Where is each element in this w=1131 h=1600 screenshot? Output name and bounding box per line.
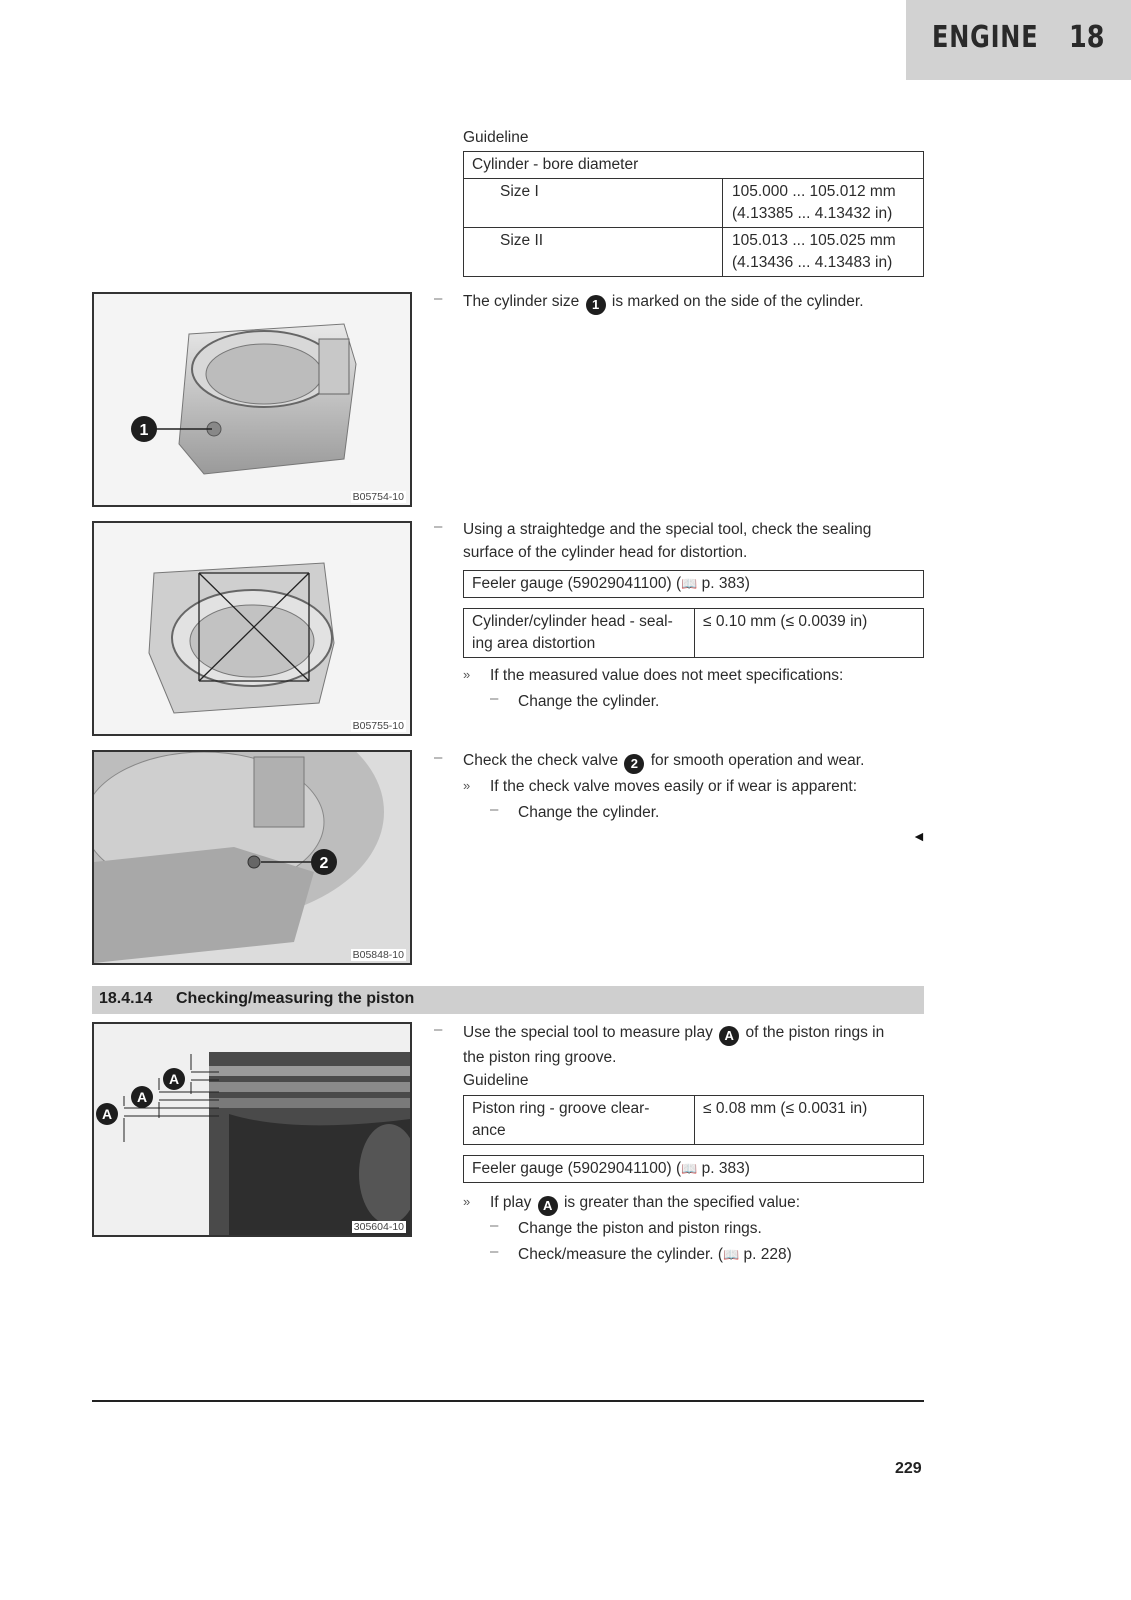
action-text xyxy=(518,1243,792,1266)
bore-diameter-table xyxy=(463,151,924,277)
guideline-label: Guideline xyxy=(463,1071,529,1089)
size-value-in: (4.13385 ... 4.13432 in) xyxy=(732,205,893,222)
callout-marker-a: A xyxy=(136,1089,148,1105)
figure-code: B05754-10 xyxy=(352,491,404,503)
step-sealing-surface xyxy=(463,518,933,564)
callout-marker-a: A xyxy=(101,1106,113,1122)
page-reference[interactable]: p. 383) xyxy=(701,1160,750,1177)
figure-piston-play xyxy=(92,1022,412,1237)
book-reference-icon: 📖 xyxy=(681,576,698,591)
size-value-in: (4.13436 ... 4.13483 in) xyxy=(732,254,893,271)
spec-label xyxy=(464,609,695,658)
tool-cell xyxy=(464,1156,924,1183)
figure-code: B05755-10 xyxy=(352,720,404,732)
marker-1: 1 xyxy=(586,295,606,315)
step-text: of the piston rings in xyxy=(745,1024,885,1041)
size-label: Size I xyxy=(464,179,723,228)
step-cylinder-size xyxy=(463,290,933,315)
size-value-mm: 105.000 ... 105.012 mm xyxy=(732,183,896,200)
step-text: Use the special tool to measure play xyxy=(463,1024,713,1041)
action-dash: – xyxy=(490,1217,499,1234)
condition-text: If the check valve moves easily or if wear is apparent: xyxy=(490,778,857,795)
section-number: 18.4.14 xyxy=(99,990,153,1007)
book-reference-icon: 📖 xyxy=(681,1161,698,1176)
footer-rule xyxy=(92,1400,924,1402)
condition-text xyxy=(490,1191,800,1216)
figure-code: B05848-10 xyxy=(352,949,404,961)
step-dash: – xyxy=(434,1021,443,1038)
marker-2: 2 xyxy=(624,754,644,774)
page-number: 229 xyxy=(895,1460,922,1477)
table-title: Cylinder - bore diameter xyxy=(464,152,924,179)
ring-clearance-table xyxy=(463,1095,924,1145)
figure-check-valve xyxy=(92,750,412,965)
step-check-valve xyxy=(463,749,933,774)
condition-mark: » xyxy=(463,667,471,682)
size-label: Size II xyxy=(464,228,723,277)
guideline-label: Guideline xyxy=(463,129,529,146)
step-text: The cylinder size xyxy=(463,293,580,310)
tool-box xyxy=(463,1155,924,1183)
tool-cell xyxy=(464,571,924,598)
end-mark: ◄ xyxy=(912,828,926,844)
spec-label-line: Piston ring - groove clear- xyxy=(472,1100,650,1117)
spec-label-line: Cylinder/cylinder head - seal- xyxy=(472,613,673,630)
action-dash: – xyxy=(490,801,499,818)
sealing-surface-illustration xyxy=(94,523,410,734)
condition-text: If the measured value does not meet specifications: xyxy=(490,667,844,684)
book-reference-icon: 📖 xyxy=(723,1247,740,1262)
figure-sealing-surface xyxy=(92,521,412,736)
check-valve-illustration xyxy=(94,752,410,963)
action-dash: – xyxy=(490,690,499,707)
figure-cylinder-size xyxy=(92,292,412,507)
table-row xyxy=(464,228,924,277)
callout-marker-a: A xyxy=(168,1071,180,1087)
chapter-number: 18 xyxy=(1069,20,1105,55)
condition-text-part: If play xyxy=(490,1194,532,1211)
step-text: is marked on the side of the cylinder. xyxy=(611,293,864,310)
step-text: Check the check valve xyxy=(463,752,619,769)
step-dash: – xyxy=(434,290,443,307)
page-reference[interactable]: p. 383) xyxy=(701,575,750,592)
section-title: Checking/measuring the piston xyxy=(176,990,415,1007)
step-piston-play xyxy=(463,1021,933,1092)
step-text: Using a straightedge and the special tool, check the sealing xyxy=(463,521,872,538)
piston-illustration xyxy=(94,1024,410,1235)
size-value xyxy=(723,179,924,228)
distortion-spec-table xyxy=(463,608,924,658)
table-row xyxy=(464,179,924,228)
callout-marker-2: 2 xyxy=(319,855,329,872)
callout-marker-1: 1 xyxy=(139,422,149,439)
spec-value: ≤ 0.08 mm (≤ 0.0031 in) xyxy=(695,1096,924,1145)
marker-a: A xyxy=(538,1196,558,1216)
spec-label-line: ing area distortion xyxy=(472,635,596,652)
action-text: Change the cylinder. xyxy=(518,693,660,710)
tool-box xyxy=(463,570,924,598)
action-dash: – xyxy=(490,1243,499,1260)
tool-text: Feeler gauge (59029041100) ( xyxy=(472,1160,682,1177)
action-text-part: Check/measure the cylinder. ( xyxy=(518,1246,724,1263)
chapter-title: ENGINE xyxy=(932,20,1039,55)
action-text: Change the cylinder. xyxy=(518,804,660,821)
chapter-header-tab xyxy=(906,0,1131,80)
size-value xyxy=(723,228,924,277)
spec-value: ≤ 0.10 mm (≤ 0.0039 in) xyxy=(695,609,924,658)
spec-label xyxy=(464,1096,695,1145)
condition-mark: » xyxy=(463,1194,471,1209)
figure-code: 305604-10 xyxy=(353,1221,404,1233)
condition-mark: » xyxy=(463,778,471,793)
section-heading xyxy=(92,986,924,1014)
page-reference[interactable]: p. 228) xyxy=(743,1246,792,1263)
step-text: the piston ring groove. xyxy=(463,1048,617,1066)
marker-a: A xyxy=(719,1026,739,1046)
condition-text-part: is greater than the specified value: xyxy=(563,1194,801,1211)
step-text: for smooth operation and wear. xyxy=(650,752,865,769)
spec-label-line: ance xyxy=(472,1122,506,1139)
size-value-mm: 105.013 ... 105.025 mm xyxy=(732,232,896,249)
action-text: Change the piston and piston rings. xyxy=(518,1220,762,1237)
step-dash: – xyxy=(434,749,443,766)
cylinder-illustration xyxy=(94,294,410,505)
tool-text: Feeler gauge (59029041100) ( xyxy=(472,575,682,592)
step-text: surface of the cylinder head for distortion. xyxy=(463,544,748,561)
step-dash: – xyxy=(434,518,443,535)
